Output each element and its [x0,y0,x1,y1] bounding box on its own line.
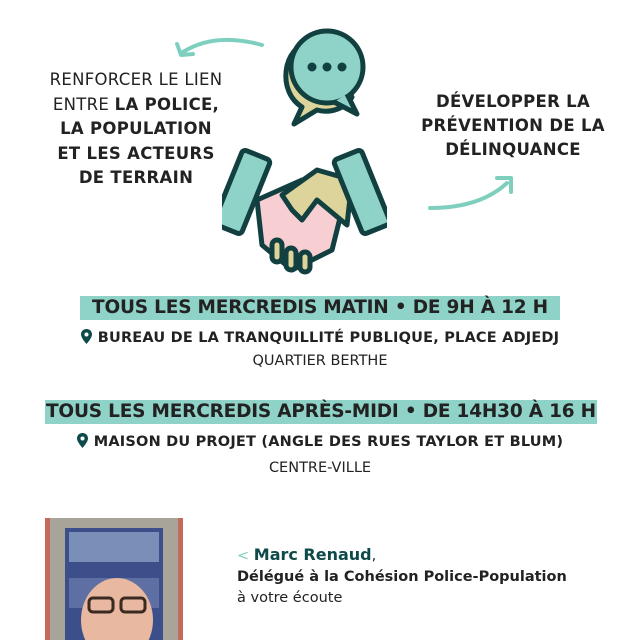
schedule-place [0,433,640,450]
contact-note: à votre écoute [237,590,343,606]
quote-marker: < [237,548,250,564]
mission-left-text: ENTRE [52,94,115,114]
place-text: MAISON DU PROJET (ANGLE DES RUES TAYLOR ET BLUM) [93,434,564,450]
schedule-area: CENTRE-VILLE [268,460,372,476]
mission-strengthen-link [20,68,252,191]
contact-role: Délégué à la Cohésion Police-Population [237,569,567,585]
mission-prevention [408,90,618,162]
schedule-area: QUARTIER BERTHE [252,353,388,369]
mission-left-line: DE TERRAIN [78,168,194,187]
arrow-left-icon [165,30,275,70]
arrow-right-icon [425,168,525,218]
mission-right-line: DÉVELOPPER LA [435,92,591,111]
mission-left-line [20,93,252,118]
contact-name-line [237,544,567,567]
speech-bubble-icon [272,22,372,132]
contact-name: Marc Renaud [253,545,372,564]
schedule-time-highlight: TOUS LES MERCREDIS MATIN • DE 9H À 12 H [80,296,560,320]
portrait-photo [45,518,183,640]
mission-left-line: LA POPULATION [60,119,212,138]
mission-right-line: DÉLINQUANCE [445,140,581,159]
mission-left-line: ET LES ACTEURS [57,143,215,163]
mission-left-bold: LA POLICE, [114,94,220,114]
contact-comma: , [371,548,377,564]
mission-left-line: RENFORCER LE LIEN [49,70,223,89]
location-pin-icon [77,433,88,448]
schedule-time-highlight: TOUS LES MERCREDIS APRÈS-MIDI • DE 14H30 À 16 H [46,401,596,422]
contact-block [237,544,567,609]
location-pin-icon [81,329,92,344]
schedule-place [0,329,640,346]
mission-right-line: PRÉVENTION DE LA [421,116,605,135]
place-text: BUREAU DE LA TRANQUILLITÉ PUBLIQUE, PLACE ADJEDJ [97,330,560,346]
